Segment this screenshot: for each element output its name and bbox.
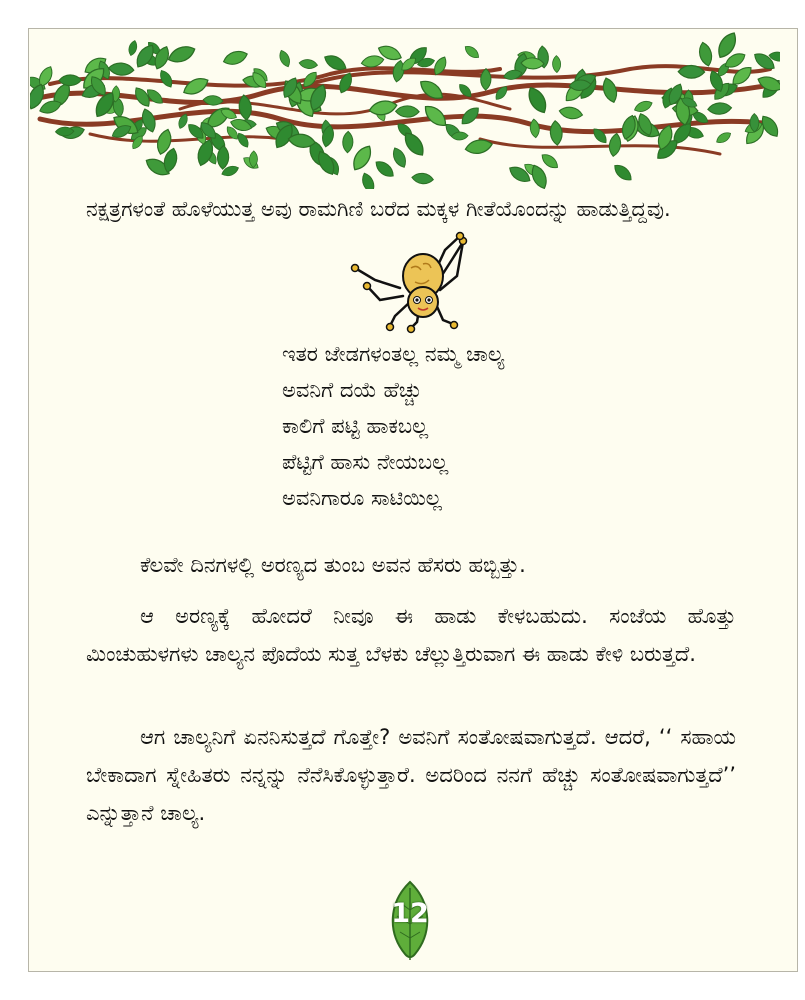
paragraph-4: ಆಗ ಚಾಲ್ಯನಿಗೆ ಏನನಿಸುತ್ತದೆ ಗೊತ್ತೇ? ಅವನಿಗೆ ಸಂತೋಷವಾಗುತ್ತದೆ. ಆದರೆ, ‘‘ ಸಹಾಯ ಬೇಕಾದಾಗ ಸ್ನೇಹಿತರು ನನ್ನನ್ನು ನೆನೆಸಿಕೊಳ್ಳುತ್ತಾರೆ. ಅದರಿಂದ ನನಗೆ ಹೆಚ್ಚು ಸಂತೋಷವಾಗುತ್ತದೆ’’ ಎನ್ನುತ್ತಾನೆ ಚಾಲ್ಯ. bbox=[86, 725, 736, 825]
poem-line: ಅವನಿಗಾರೂ ಸಾಟಿಯಿಲ್ಲ bbox=[282, 486, 442, 510]
poem-line: ಪೆಟ್ಟಿಗೆ ಹಾಸು ನೇಯಬಲ್ಲ bbox=[282, 450, 449, 474]
spider-illustration bbox=[345, 228, 490, 338]
poem-line: ಅವನಿಗೆ ದಯೆ ಹೆಚ್ಚು bbox=[282, 378, 422, 402]
poem bbox=[282, 336, 722, 516]
page-number: 12 bbox=[391, 898, 429, 929]
intro-paragraph: ನಕ್ಷತ್ರಗಳಂತೆ ಹೊಳೆಯುತ್ತ ಅವು ರಾಮಗಿಣಿ ಬರೆದ ಮಕ್ಕಳ ಗೀತೆಯೊಂದನ್ನು ಹಾಡುತ್ತಿದ್ದವು. bbox=[86, 197, 671, 221]
poem-line: ಕಾಲಿಗೆ ಪಟ್ಟಿ ಹಾಕಬಲ್ಲ bbox=[282, 414, 429, 438]
leafy-vine-border bbox=[30, 24, 780, 189]
poem-line: ಇತರ ಜೇಡಗಳಂತಲ್ಲ ನಮ್ಮ ಚಾಲ್ಯ bbox=[282, 342, 505, 366]
paragraph-2: ಕೆಲವೇ ದಿನಗಳಲ್ಲಿ ಅರಣ್ಯದ ತುಂಬ ಅವನ ಹೆಸರು ಹಬ್ಬಿತ್ತು. bbox=[140, 553, 526, 577]
paragraph-3: ಆ ಅರಣ್ಯಕ್ಕೆ ಹೋದರೆ ನೀವೂ ಈ ಹಾಡು ಕೇಳಬಹುದು. ಸಂಜೆಯ ಹೊತ್ತು ಮಿಂಚುಹುಳಗಳು ಚಾಲ್ಯನ ಪೊದೆಯ ಸುತ್ತ ಬೆಳಕು ಚೆಲ್ಲುತ್ತಿರುವಾಗ ಈ ಹಾಡು ಕೇಳಿ ಬರುತ್ತದೆ. bbox=[86, 604, 736, 666]
